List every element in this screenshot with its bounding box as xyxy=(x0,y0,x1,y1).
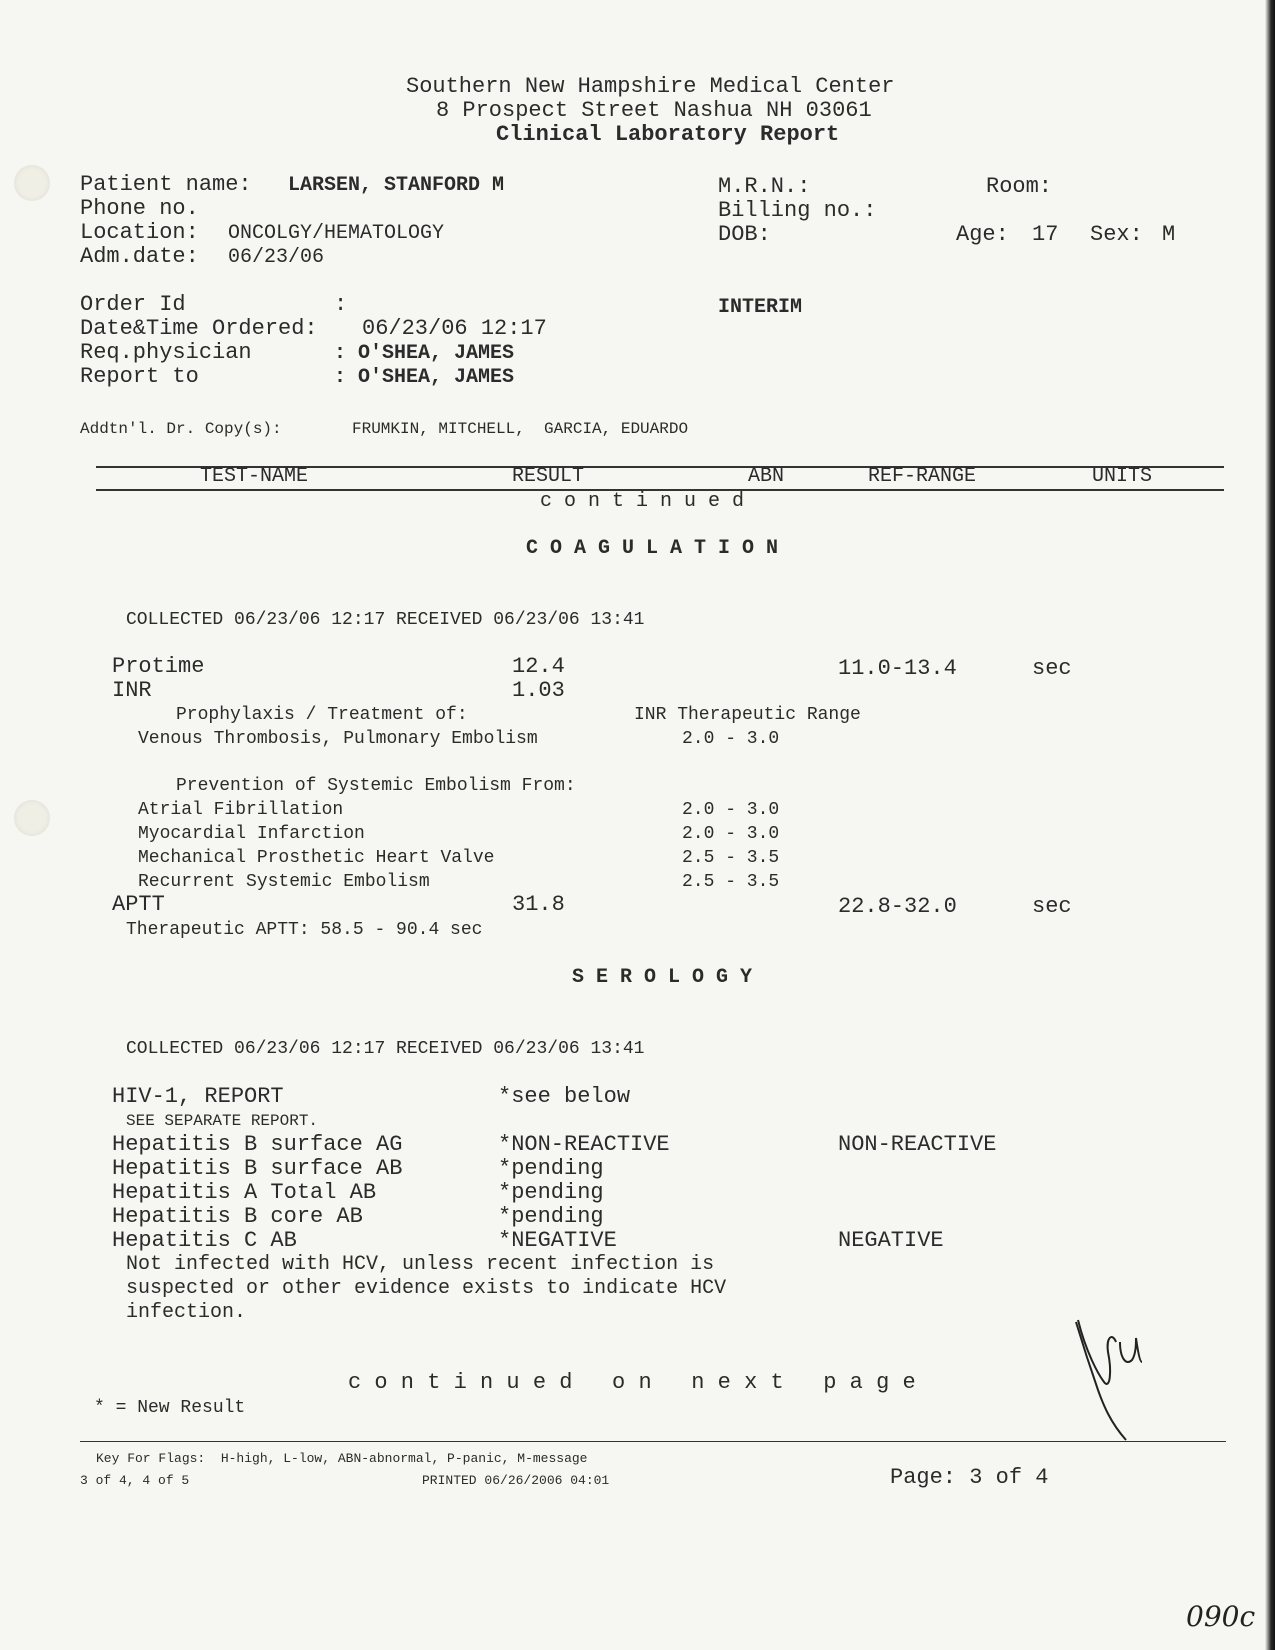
report-to-value: : O'SHEA, JAMES xyxy=(334,366,515,389)
order-id-separator: : xyxy=(334,292,348,317)
age-value: 17 xyxy=(1032,222,1059,247)
handwritten-initials-text: JJ xyxy=(968,1212,970,1213)
hospital-name: Southern New Hampshire Medical Center xyxy=(406,74,895,99)
protime-units: sec xyxy=(1032,656,1072,681)
punch-hole-middle xyxy=(14,800,50,836)
key-for-flags: Key For Flags: H-high, L-low, ABN-abnormal, P-panic, M-message xyxy=(96,1451,588,1466)
aptt-ref-range: 22.8-32.0 xyxy=(838,894,957,919)
location-label: Location: xyxy=(80,220,199,245)
dob-label: DOB: xyxy=(718,222,771,247)
prophylaxis-label: Prophylaxis / Treatment of: xyxy=(176,705,468,725)
additional-copy-label: Addtn'l. Dr. Copy(s): xyxy=(80,420,282,438)
column-units: UNITS xyxy=(1092,465,1153,488)
column-abn: ABN xyxy=(748,465,785,488)
printed-timestamp: PRINTED 06/26/2006 04:01 xyxy=(422,1473,610,1488)
protime-result: 12.4 xyxy=(512,654,565,679)
hcv-note-line-3: infection. xyxy=(126,1301,247,1324)
adm-date-value: 06/23/06 xyxy=(228,246,325,269)
footer-rule xyxy=(80,1441,1226,1442)
inr-result: 1.03 xyxy=(512,678,565,703)
report-status: INTERIM xyxy=(718,296,803,319)
age-label: Age: xyxy=(956,222,1009,247)
column-test-name: TEST-NAME xyxy=(200,465,309,488)
hav-name: Hepatitis A Total AB xyxy=(112,1180,377,1205)
protime-name: Protime xyxy=(112,654,205,679)
handwritten-initials xyxy=(968,1212,1158,1442)
prosthetic-valve-range: 2.5 - 3.5 xyxy=(682,848,780,868)
hbcore-name: Hepatitis B core AB xyxy=(112,1204,363,1229)
continued-marker: c o n t i n u e d xyxy=(540,490,745,513)
inr-name: INR xyxy=(112,678,152,703)
hbsag-ref-range: NON-REACTIVE xyxy=(838,1132,997,1157)
continued-on-next-page: c o n t i n u e d o n n e x t p a g e xyxy=(348,1370,916,1395)
hcv-result: *NEGATIVE xyxy=(498,1228,617,1253)
hiv-result: *see below xyxy=(498,1084,631,1109)
protime-ref-range: 11.0-13.4 xyxy=(838,656,957,681)
punch-hole-top xyxy=(14,165,50,201)
prevention-label: Prevention of Systemic Embolism From: xyxy=(176,776,576,796)
patient-name-value: LARSEN, STANFORD M xyxy=(288,174,505,197)
billing-label: Billing no.: xyxy=(718,198,877,223)
date-time-ordered-label: Date&Time Ordered: xyxy=(80,316,318,341)
hbsag-name: Hepatitis B surface AG xyxy=(112,1132,403,1157)
page-number: Page: 3 of 4 xyxy=(890,1465,1049,1490)
adm-date-label: Adm.date: xyxy=(80,244,199,269)
hav-result: *pending xyxy=(498,1180,604,1205)
coagulation-section-title: C O A G U L A T I O N xyxy=(526,537,779,560)
venous-thrombosis-range: 2.0 - 3.0 xyxy=(682,729,780,749)
location-value: ONCOLGY/HEMATOLOGY xyxy=(228,222,445,245)
hospital-address: 8 Prospect Street Nashua NH 03061 xyxy=(436,98,872,123)
prosthetic-valve-name: Mechanical Prosthetic Heart Valve xyxy=(138,848,495,868)
coagulation-collected: COLLECTED 06/23/06 12:17 RECEIVED 06/23/06 13:41 xyxy=(126,610,645,630)
patient-name-label: Patient name: xyxy=(80,172,252,197)
column-ref-range: REF-RANGE xyxy=(868,465,977,488)
req-physician-label: Req.physician xyxy=(80,340,252,365)
myocardial-infarction-range: 2.0 - 3.0 xyxy=(682,824,780,844)
inr-therapeutic-range-label: INR Therapeutic Range xyxy=(634,705,861,725)
phone-label: Phone no. xyxy=(80,196,199,221)
aptt-name: APTT xyxy=(112,892,165,917)
sex-value: M xyxy=(1162,222,1176,247)
recurrent-embolism-name: Recurrent Systemic Embolism xyxy=(138,872,430,892)
handwritten-stamp: 090c xyxy=(1186,1600,1256,1633)
venous-thrombosis-name: Venous Thrombosis, Pulmonary Embolism xyxy=(138,729,538,749)
hbsab-name: Hepatitis B surface AB xyxy=(112,1156,403,1181)
myocardial-infarction-name: Myocardial Infarction xyxy=(138,824,365,844)
hbsab-result: *pending xyxy=(498,1156,604,1181)
atrial-fibrillation-name: Atrial Fibrillation xyxy=(138,800,344,820)
aptt-therapeutic-note: Therapeutic APTT: 58.5 - 90.4 sec xyxy=(126,920,483,940)
hbcore-result: *pending xyxy=(498,1204,604,1229)
page-edge-shadow xyxy=(1265,0,1275,1650)
hcv-name: Hepatitis C AB xyxy=(112,1228,297,1253)
room-label: Room: xyxy=(986,174,1053,199)
report-to-label: Report to xyxy=(80,364,199,389)
order-id-label: Order Id xyxy=(80,292,186,317)
sex-label: Sex: xyxy=(1090,222,1143,247)
report-title: Clinical Laboratory Report xyxy=(496,122,840,147)
additional-copy-value: FRUMKIN, MITCHELL, GARCIA, EDUARDO xyxy=(352,420,689,438)
hbsag-result: *NON-REACTIVE xyxy=(498,1132,670,1157)
hiv-name: HIV-1, REPORT xyxy=(112,1084,284,1109)
hcv-ref-range: NEGATIVE xyxy=(838,1228,944,1253)
hcv-note-line-1: Not infected with HCV, unless recent infection is xyxy=(126,1253,715,1276)
req-physician-value: : O'SHEA, JAMES xyxy=(334,342,515,365)
pages-reference: 3 of 4, 4 of 5 xyxy=(80,1473,190,1488)
aptt-units: sec xyxy=(1032,894,1072,919)
column-result: RESULT xyxy=(512,465,585,488)
date-time-ordered-value: 06/23/06 12:17 xyxy=(362,316,547,341)
mrn-label: M.R.N.: xyxy=(718,174,811,199)
hcv-note-line-2: suspected or other evidence exists to indicate HCV xyxy=(126,1277,727,1300)
hiv-note: SEE SEPARATE REPORT. xyxy=(126,1112,319,1130)
recurrent-embolism-range: 2.5 - 3.5 xyxy=(682,872,780,892)
new-result-legend: * = New Result xyxy=(94,1398,246,1418)
serology-section-title: S E R O L O G Y xyxy=(572,966,753,989)
atrial-fibrillation-range: 2.0 - 3.0 xyxy=(682,800,780,820)
aptt-result: 31.8 xyxy=(512,892,565,917)
serology-collected: COLLECTED 06/23/06 12:17 RECEIVED 06/23/06 13:41 xyxy=(126,1039,645,1059)
